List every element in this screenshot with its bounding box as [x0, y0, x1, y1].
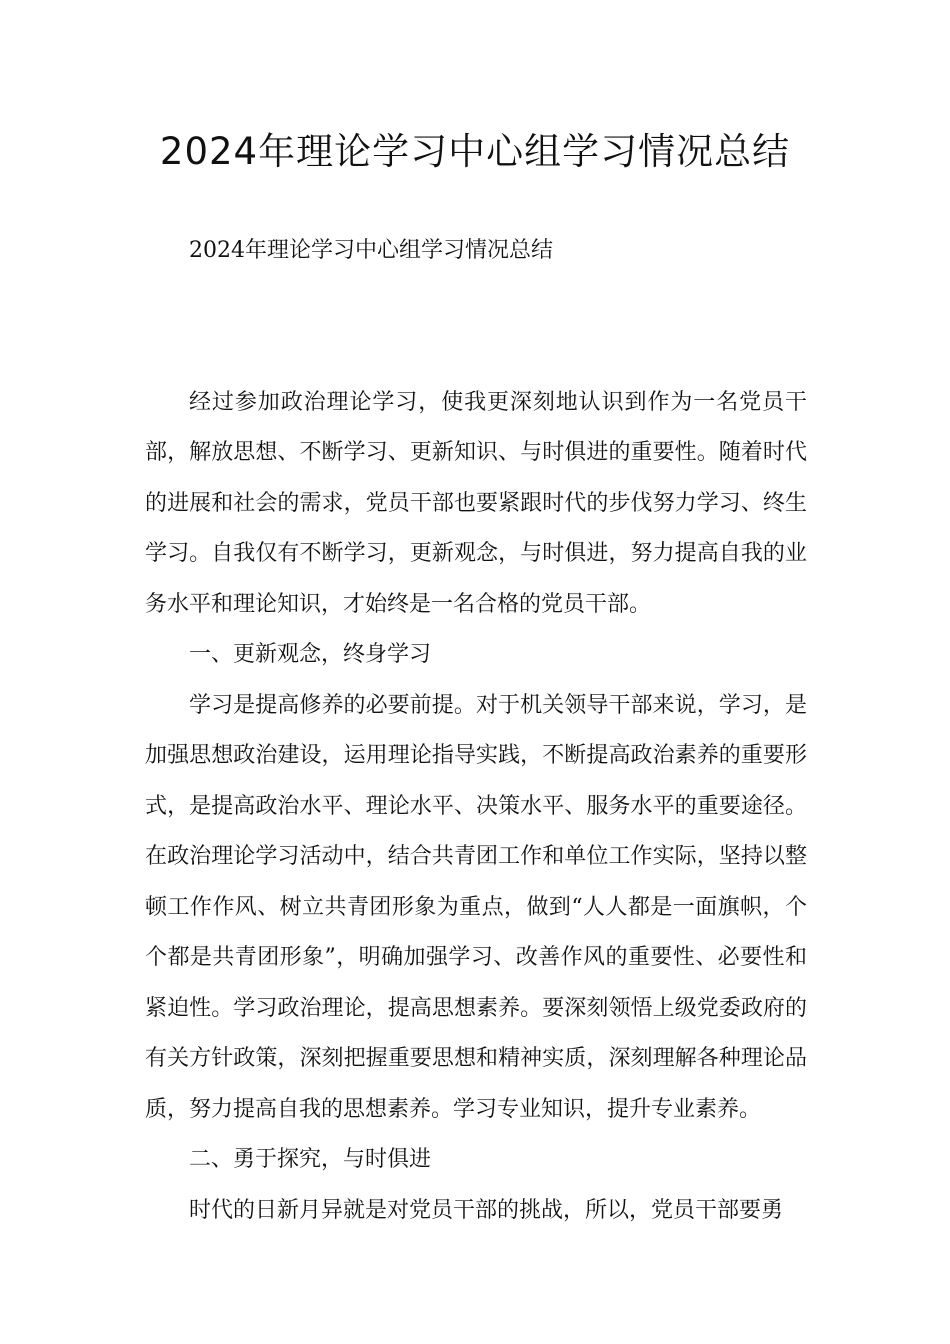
document-body [145, 226, 807, 1236]
blank-line [145, 327, 807, 378]
section-1-paragraph: 学习是提高修养的必要前提。对于机关领导干部来说，学习，是加强思想政治建设，运用理论指导实践，不断提高政治素养的重要形式，是提高政治水平、理论水平、决策水平、服务水平的重要途径。在政治理论学习活动中，结合共青团工作和单位工作实际，坚持以整顿工作作风、树立共青团形象为重点，做到“人人都是一面旗帜，个个都是共青团形象”，明确加强学习、改善作风的重要性、必要性和紧迫性。学习政治理论，提高思想素养。要深刻领悟上级党委政府的有关方针政策，深刻把握重要思想和精神实质，深刻理解各种理论品质，努力提高自我的思想素养。学习专业知识，提升专业素养。 [145, 692, 807, 1122]
intro-paragraph: 经过参加政治理论学习，使我更深刻地认识到作为一名党员干部，解放思想、不断学习、更新知识、与时俱进的重要性。随着时代的进展和社会的需求，党员干部也要紧跟时代的步伐努力学习、终生学习。自我仅有不断学习，更新观念，与时俱进，努力提高自我的业务水平和理论知识，才始终是一名合格的党员干部。 [145, 389, 807, 617]
document-title: 2024年理论学习中心组学习情况总结 [159, 130, 791, 173]
subtitle-paragraph: 2024年理论学习中心组学习情况总结 [189, 238, 553, 263]
section-2-paragraph: 时代的日新月异就是对党员干部的挑战，所以，党员干部要勇 [189, 1197, 784, 1223]
section-heading-1: 一、更新观念，终身学习 [189, 642, 432, 667]
section-heading-2: 二、勇于探究，与时俱进 [189, 1147, 432, 1172]
